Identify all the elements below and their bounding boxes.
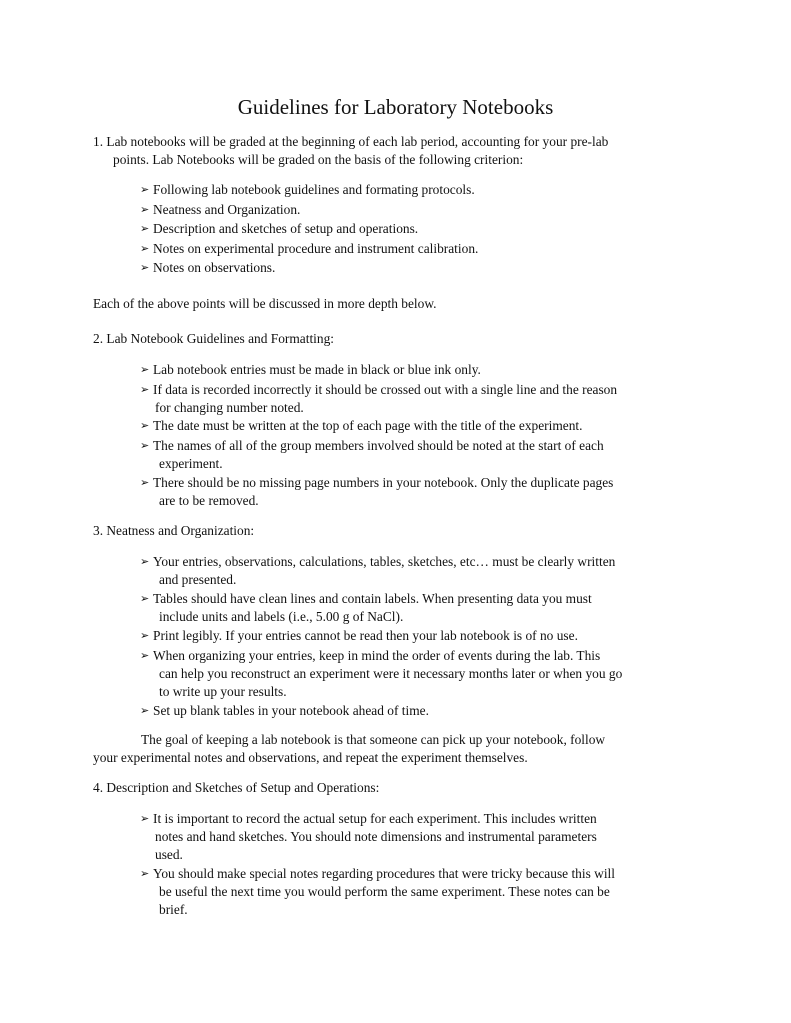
list-item — [140, 240, 478, 258]
list-item — [140, 627, 578, 645]
arrow-bullet-icon: ➢ — [140, 592, 150, 605]
list-item-continuation: for changing number noted. — [155, 400, 304, 415]
section-4-heading: 4. Description and Sketches of Setup and Operations: — [93, 780, 380, 795]
arrow-bullet-icon: ➢ — [140, 242, 150, 255]
list-item-text: You should make special notes regarding procedures that were tricky because this will — [153, 866, 615, 881]
list-item-text: There should be no missing page numbers in your notebook. Only the duplicate pages — [153, 475, 614, 490]
list-item — [140, 220, 418, 238]
arrow-bullet-icon: ➢ — [140, 439, 150, 452]
list-item — [140, 553, 615, 571]
list-item-text: Description and sketches of setup and operations. — [153, 221, 419, 236]
list-item-text: Tables should have clean lines and contain labels. When presenting data you must — [153, 591, 592, 606]
list-item — [140, 865, 615, 883]
section-1-line-1: 1. Lab notebooks will be graded at the beginning of each lab period, accounting for your pre-lab — [93, 134, 609, 149]
list-item-text: The names of all of the group members involved should be noted at the start of each — [153, 438, 604, 453]
arrow-bullet-icon: ➢ — [140, 649, 150, 662]
list-item-continuation: experiment. — [159, 456, 223, 471]
list-item — [140, 590, 592, 608]
list-item-text: If data is recorded incorrectly it should be crossed out with a single line and the reason — [153, 382, 618, 397]
list-item-text: Following lab notebook guidelines and formating protocols. — [153, 182, 475, 197]
list-item — [140, 474, 613, 492]
arrow-bullet-icon: ➢ — [140, 867, 150, 880]
list-item-continuation: can help you reconstruct an experiment were it necessary months later or when you go — [159, 666, 623, 681]
list-item-text: Notes on observations. — [153, 260, 276, 275]
list-item — [140, 381, 617, 399]
section-2-heading: 2. Lab Notebook Guidelines and Formatting: — [93, 331, 334, 346]
arrow-bullet-icon: ➢ — [140, 812, 150, 825]
arrow-bullet-icon: ➢ — [140, 476, 150, 489]
list-item-text: Print legibly. If your entries cannot be read then your lab notebook is of no use. — [153, 628, 578, 643]
list-item-continuation: and presented. — [159, 572, 237, 587]
list-item-text: It is important to record the actual setup for each experiment. This includes written — [153, 811, 597, 826]
arrow-bullet-icon: ➢ — [140, 363, 150, 376]
list-item-text: Notes on experimental procedure and instrument calibration. — [153, 241, 479, 256]
arrow-bullet-icon: ➢ — [140, 629, 150, 642]
list-item — [140, 647, 600, 665]
arrow-bullet-icon: ➢ — [140, 383, 150, 396]
arrow-bullet-icon: ➢ — [140, 203, 150, 216]
section-3-heading: 3. Neatness and Organization: — [93, 523, 255, 538]
arrow-bullet-icon: ➢ — [140, 183, 150, 196]
list-item-continuation: to write up your results. — [159, 684, 287, 699]
list-item — [140, 361, 481, 379]
section-3-paragraph-line-1: The goal of keeping a lab notebook is that someone can pick up your notebook, follow — [141, 732, 606, 747]
list-item-continuation: include units and labels (i.e., 5.00 g of NaCl). — [159, 609, 404, 624]
arrow-bullet-icon: ➢ — [140, 555, 150, 568]
list-item — [140, 810, 597, 828]
list-item-continuation: notes and hand sketches. You should note dimensions and instrumental parameters — [155, 829, 597, 844]
list-item-text: The date must be written at the top of each page with the title of the experiment. — [153, 418, 583, 433]
list-item — [140, 181, 475, 199]
list-item-continuation: used. — [155, 847, 183, 862]
list-item-continuation: are to be removed. — [159, 493, 259, 508]
section-3-paragraph-line-2: your experimental notes and observations, and repeat the experiment themselves. — [93, 750, 528, 765]
list-item-continuation: be useful the next time you would perform the same experiment. These notes can be — [159, 884, 610, 899]
list-item-text: Your entries, observations, calculations, tables, sketches, etc… must be clearly written — [153, 554, 616, 569]
arrow-bullet-icon: ➢ — [140, 261, 150, 274]
arrow-bullet-icon: ➢ — [140, 419, 150, 432]
list-item — [140, 201, 300, 219]
arrow-bullet-icon: ➢ — [140, 222, 150, 235]
list-item-text: When organizing your entries, keep in mind the order of events during the lab. This — [153, 648, 601, 663]
list-item — [140, 437, 604, 455]
list-item-text: Set up blank tables in your notebook ahead of time. — [153, 703, 429, 718]
list-item — [140, 702, 429, 720]
arrow-bullet-icon: ➢ — [140, 704, 150, 717]
list-item-text: Lab notebook entries must be made in black or blue ink only. — [153, 362, 481, 377]
page-title: Guidelines for Laboratory Notebooks — [237, 95, 554, 119]
list-item — [140, 259, 275, 277]
section-1-summary: Each of the above points will be discussed in more depth below. — [93, 296, 437, 311]
list-item-continuation: brief. — [159, 902, 188, 917]
section-1-line-2: points. Lab Notebooks will be graded on the basis of the following criterion: — [113, 152, 524, 167]
list-item — [140, 417, 582, 435]
list-item-text: Neatness and Organization. — [153, 202, 301, 217]
